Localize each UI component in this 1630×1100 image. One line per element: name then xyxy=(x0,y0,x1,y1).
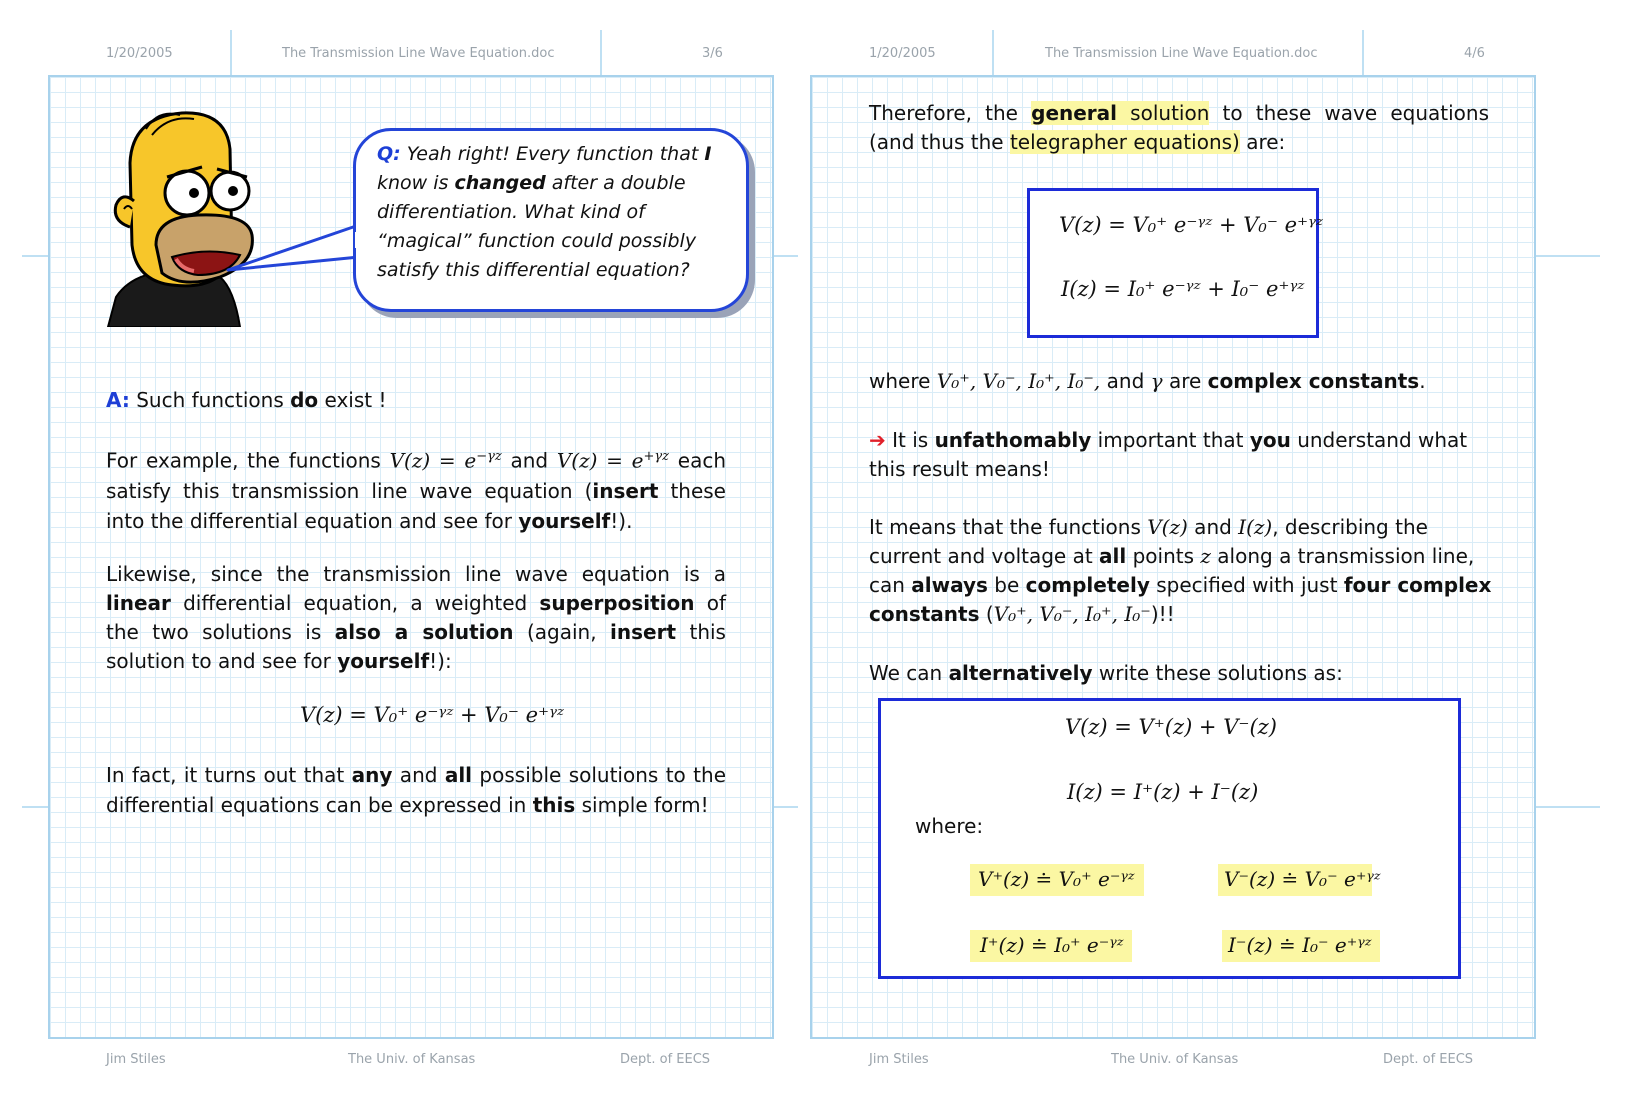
bold-text: always xyxy=(911,573,988,597)
bold-text: four complex constants xyxy=(869,573,1492,626)
answer-line xyxy=(106,385,726,415)
paragraph-text: ( xyxy=(979,602,994,626)
paragraph-text: points xyxy=(1126,544,1201,568)
paragraph-text: specified with just xyxy=(1149,573,1344,597)
header-date: 1/20/2005 xyxy=(869,46,936,61)
paragraph-text: along a transmission line, can xyxy=(869,544,1475,597)
bold-text: unfathomably xyxy=(934,428,1092,452)
bubble-text-part: know is xyxy=(377,172,455,194)
alt-voltage-equation: V(z) = V⁺(z) + V⁻(z) xyxy=(1065,715,1277,739)
bold-text: alternatively xyxy=(948,661,1093,685)
header-doc-title: The Transmission Line Wave Equation.doc xyxy=(1045,46,1318,61)
paragraph-important xyxy=(869,426,1499,484)
paragraph-text: this solution to and see for xyxy=(106,620,726,673)
paragraph-text: possible solutions to the differential equations can be expressed in xyxy=(106,763,726,817)
bold-text: all xyxy=(444,763,473,787)
paragraph-superposition xyxy=(106,560,726,676)
math-exponent: +γz xyxy=(643,449,670,464)
paragraph-text: It is xyxy=(885,428,935,452)
math-expression: I(z) xyxy=(1238,515,1273,539)
answer-label: A: xyxy=(106,388,130,412)
red-arrow-icon: ➔ xyxy=(869,428,886,452)
speech-bubble-text xyxy=(377,140,737,285)
highlight-bold-general: general xyxy=(1031,101,1118,125)
left-page xyxy=(22,0,798,1100)
footer-department: Dept. of EECS xyxy=(620,1052,711,1067)
math-expression: V(z) = e xyxy=(389,448,477,473)
header-page-number: 3/6 xyxy=(702,46,723,61)
paragraph-text: important that xyxy=(1091,428,1250,452)
paragraph-text: and xyxy=(501,448,557,473)
highlight-text: telegrapher equations) xyxy=(1009,130,1240,154)
paragraph-text: (again, xyxy=(513,620,611,644)
paragraph-text: Likewise, since the transmission line wave equation is a xyxy=(106,562,726,586)
bold-text: complex constants xyxy=(1207,369,1420,393)
paragraph-general-solution xyxy=(869,99,1489,157)
right-page xyxy=(824,0,1600,1100)
math-expression: V(z) xyxy=(1147,515,1188,539)
bold-text: all xyxy=(1099,544,1127,568)
paragraph-text: It means that the functions xyxy=(869,515,1148,539)
def-vplus-equation: V⁺(z) ≐ V₀⁺ e⁻ᵞᶻ xyxy=(978,867,1135,891)
paragraph-text: In fact, it turns out that xyxy=(106,763,352,787)
paragraph-text: , describing the current and voltage at xyxy=(869,515,1428,568)
bold-text: any xyxy=(351,763,393,787)
answer-text: exist ! xyxy=(318,388,387,412)
bubble-bold-changed: changed xyxy=(454,172,546,194)
paragraph-text: We can xyxy=(869,661,949,685)
question-label: Q: xyxy=(377,143,401,165)
footer-university: The Univ. of Kansas xyxy=(1111,1052,1239,1067)
paragraph-constants xyxy=(869,366,1509,396)
paragraph-text: and xyxy=(1100,369,1151,393)
paragraph-text: Therefore, the xyxy=(869,101,1032,125)
superposition-equation: V(z) = V₀⁺ e⁻ᵞᶻ + V₀⁻ e⁺ᵞᶻ xyxy=(300,703,564,727)
paragraph-text: each satisfy this transmission line wave equation ( xyxy=(106,448,726,503)
def-iplus-equation: I⁺(z) ≐ I₀⁺ e⁻ᵞᶻ xyxy=(980,933,1124,957)
current-solution-equation: I(z) = I₀⁺ e⁻ᵞᶻ + I₀⁻ e⁺ᵞᶻ xyxy=(1061,277,1305,301)
math-expression: z xyxy=(1200,544,1211,568)
bubble-text-part: after a double differentiation. What kind of “magical” function could possibly satisfy this differential equation? xyxy=(377,172,697,281)
bold-text: also a solution xyxy=(334,620,514,644)
paragraph-text: For example, the functions xyxy=(106,448,390,473)
paragraph-text: !). xyxy=(610,508,633,533)
footer-author: Jim Stiles xyxy=(869,1052,929,1067)
paragraph-text: of the two solutions is xyxy=(106,591,726,644)
paragraph-text: these into the differential equation and see for xyxy=(106,478,726,533)
paragraph-example xyxy=(106,442,726,536)
footer-author: Jim Stiles xyxy=(106,1052,166,1067)
bold-text: superposition xyxy=(539,591,695,615)
math-expression: V₀⁺, V₀⁻, I₀⁺, I₀⁻, xyxy=(936,369,1101,393)
bubble-bold-I: I xyxy=(704,143,712,165)
paragraph-text: !): xyxy=(429,649,452,673)
paragraph-text: )!! xyxy=(1150,602,1175,626)
paragraph-alternative xyxy=(869,658,1499,688)
bubble-text-part: Yeah right! Every function that xyxy=(400,143,705,165)
bold-text: completely xyxy=(1025,573,1150,597)
paragraph-text: understand what this result means! xyxy=(869,428,1468,481)
highlight-text: solution xyxy=(1117,101,1210,125)
footer-university: The Univ. of Kansas xyxy=(348,1052,476,1067)
paragraph-text: be xyxy=(987,573,1026,597)
paragraph-text: where xyxy=(869,369,937,393)
math-expression: V₀⁺, V₀⁻, I₀⁺, I₀⁻ xyxy=(993,602,1151,626)
bold-text: insert xyxy=(610,620,677,644)
bold-text: linear xyxy=(106,591,171,615)
footer-department: Dept. of EECS xyxy=(1383,1052,1474,1067)
answer-bold-do: do xyxy=(290,388,319,412)
paragraph-text: simple form! xyxy=(575,793,709,817)
answer-text: Such functions xyxy=(129,388,291,412)
bold-text: insert xyxy=(592,478,659,503)
voltage-solution-equation: V(z) = V₀⁺ e⁻ᵞᶻ + V₀⁻ e⁺ᵞᶻ xyxy=(1059,213,1323,237)
bold-text: yourself xyxy=(518,508,611,533)
def-iminus-equation: I⁻(z) ≐ I₀⁻ e⁺ᵞᶻ xyxy=(1228,933,1372,957)
bold-text: you xyxy=(1249,428,1291,452)
paragraph-text: are: xyxy=(1239,130,1286,154)
header-date: 1/20/2005 xyxy=(106,46,173,61)
paragraph-text: and xyxy=(1187,515,1239,539)
paragraph-text: . xyxy=(1419,369,1426,393)
paragraph-text: and xyxy=(392,763,445,787)
header-page-number: 4/6 xyxy=(1464,46,1485,61)
header-doc-title: The Transmission Line Wave Equation.doc xyxy=(282,46,555,61)
paragraph-text: to these wave equations (and thus the xyxy=(869,101,1489,154)
math-exponent: −γz xyxy=(476,449,502,464)
paragraph-meaning xyxy=(869,513,1499,629)
math-expression: V(z) = e xyxy=(556,448,644,473)
bold-text: this xyxy=(532,793,576,817)
paragraph-general-form xyxy=(106,760,726,820)
general-solution-box xyxy=(1027,188,1319,338)
bold-text: yourself xyxy=(337,649,430,673)
paragraph-text: write these solutions as: xyxy=(1092,661,1343,685)
math-expression: γ xyxy=(1150,369,1163,393)
def-vminus-equation: V⁻(z) ≐ V₀⁻ e⁺ᵞᶻ xyxy=(1224,867,1381,891)
speech-bubble-tail-joint xyxy=(347,232,367,252)
paragraph-text: are xyxy=(1162,369,1208,393)
where-label: where: xyxy=(915,814,984,838)
alt-current-equation: I(z) = I⁺(z) + I⁻(z) xyxy=(1067,780,1259,804)
paragraph-text: differential equation, a weighted xyxy=(170,591,540,615)
